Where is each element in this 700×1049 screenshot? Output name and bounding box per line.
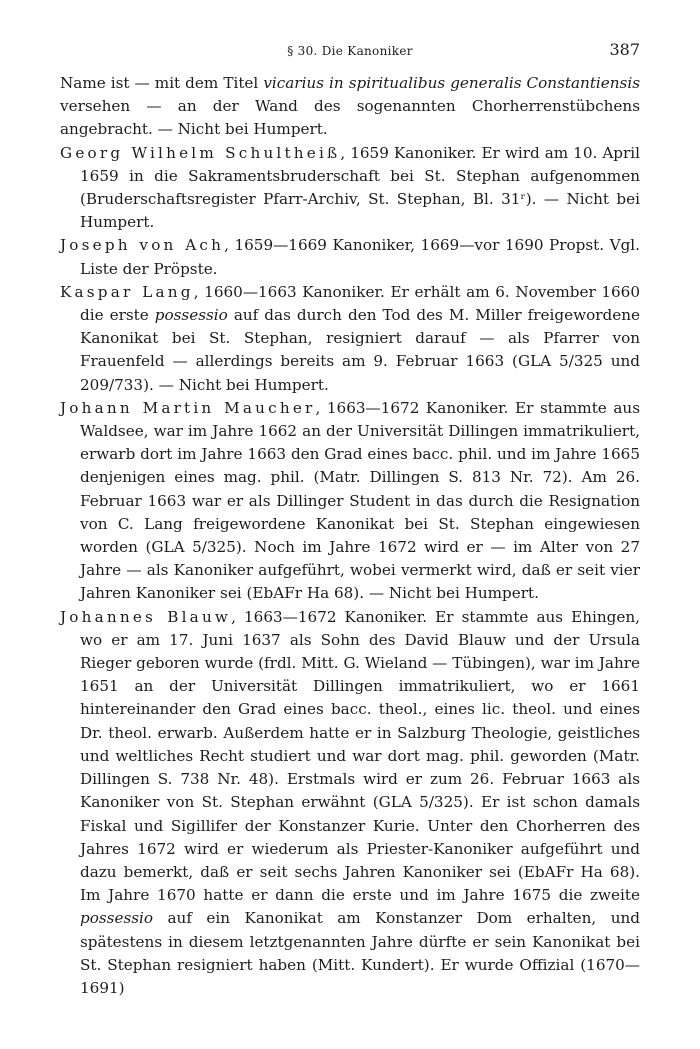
body-text <box>60 72 640 1000</box>
entry-maucher: Johann Martin Maucher, 1663—1672 Kanoniker. Er stammte aus Waldsee, war im Jahre 1662 an der Universität Dillingen immatrikuliert, erwarb dort im Jahre 1663 den Grad eines bacc. phil. und im Jahre 1665 denjenigen eines mag. phil. (Matr. Dillingen S. 813 Nr. 72). Am 26. Februar 1663 war er als Dillinger Student in das durch die Resignation von C. Lang freigewordene Kanonikat bei St. Stephan eingewiesen worden (GLA 5/325). Noch im Jahre 1672 wird er — im Alter von 27 Jahre — als Kanoniker aufgeführt, wobei vermerkt wird, daß er seit vier Jahren Kanoniker sei (EbAFr Ha 68). — Nicht bei Humpert. <box>60 398 640 603</box>
entry-name: Kaspar Lang <box>60 282 194 301</box>
entry-name: Joseph von Ach <box>60 236 225 255</box>
entry-name: Georg Wilhelm Schultheiß <box>60 143 341 162</box>
entry-name: Johann Martin Maucher <box>60 398 316 417</box>
entry-blauw: Johannes Blauw, 1663—1672 Kanoniker. Er stammte aus Ehingen, wo er am 17. Juni 1637 als Sohn des David Blauw und der Ursula Rieger geboren wurde (frdl. Mitt. G. Wieland — Tübingen), war im Jahre 1651 an der Universität Dillingen immatrikuliert, wo er 1661 hintereinander den Grad eines bacc. theol., eines lic. theol. und eines Dr. theol. erwarb. Außerdem hatte er in Salzburg Theologie, geistliches und weltliches Recht studiert und war dort mag. phil. geworden (Matr. Dillingen S. 738 Nr. 48). Erstmals wird er zum 26. Februar 1663 als Kanoniker von St. Stephan erwähnt (GLA 5/325). Er ist schon damals Fiskal und Sigillifer der Konstanzer Kurie. Unter den Chorherren des Jahres 1672 wird er wiederum als Priester-Kanoniker aufgeführt und dazu bemerkt, daß er seit sechs Jahren Kanoniker sei (EbAFr Ha 68). Im Jahre 1670 hatte er dann die erste und im Jahre 1675 die zweite possessio auf ein Kanonikat am Konstanzer Dom erhalten, und spätestens in diesem letztgenannten Jahre dürfte er sein Kanonikat bei St. Stephan resigniert haben (Mitt. Kundert). Er wurde Offizial (1670—1691) <box>60 607 640 997</box>
entry-ach: Joseph von Ach, 1659—1669 Kanoniker, 1669—vor 1690 Propst. Vgl. Liste der Pröpste. <box>60 236 640 278</box>
entry-schultheiss: Georg Wilhelm Schultheiß, 1659 Kanoniker. Er wird am 10. April 1659 in die Sakramentsbruderschaft bei St. Stephan aufgenommen (Bruderschaftsregister Pfarr-Archiv, St. Stephan, Bl. 31ʳ). — Nicht bei Humpert. <box>60 143 640 232</box>
page-header <box>60 40 640 64</box>
running-head: § 30. Die Kanoniker <box>287 44 413 58</box>
page-number: 387 <box>609 40 640 59</box>
italic-title: vicarius in spiritualibus generalis Constantiensis <box>263 74 640 92</box>
entry-name: Johannes Blauw <box>60 607 232 626</box>
entry-lang: Kaspar Lang, 1660—1663 Kanoniker. Er erhält am 6. November 1660 die erste possessio auf das durch den Tod des M. Miller freigewordene Kanonikat bei St. Stephan, resigniert darauf — als Pfarrer von Frauenfeld — allerdings bereits am 9. Februar 1663 (GLA 5/325 und 209/733). — Nicht bei Humpert. <box>60 282 641 394</box>
continued-paragraph: Name ist — mit dem Titel vicarius in spiritualibus generalis Constantiensis versehen — an der Wand des sogenannten Chorherrenstübchens angebracht. — Nicht bei Humpert. <box>60 74 640 139</box>
